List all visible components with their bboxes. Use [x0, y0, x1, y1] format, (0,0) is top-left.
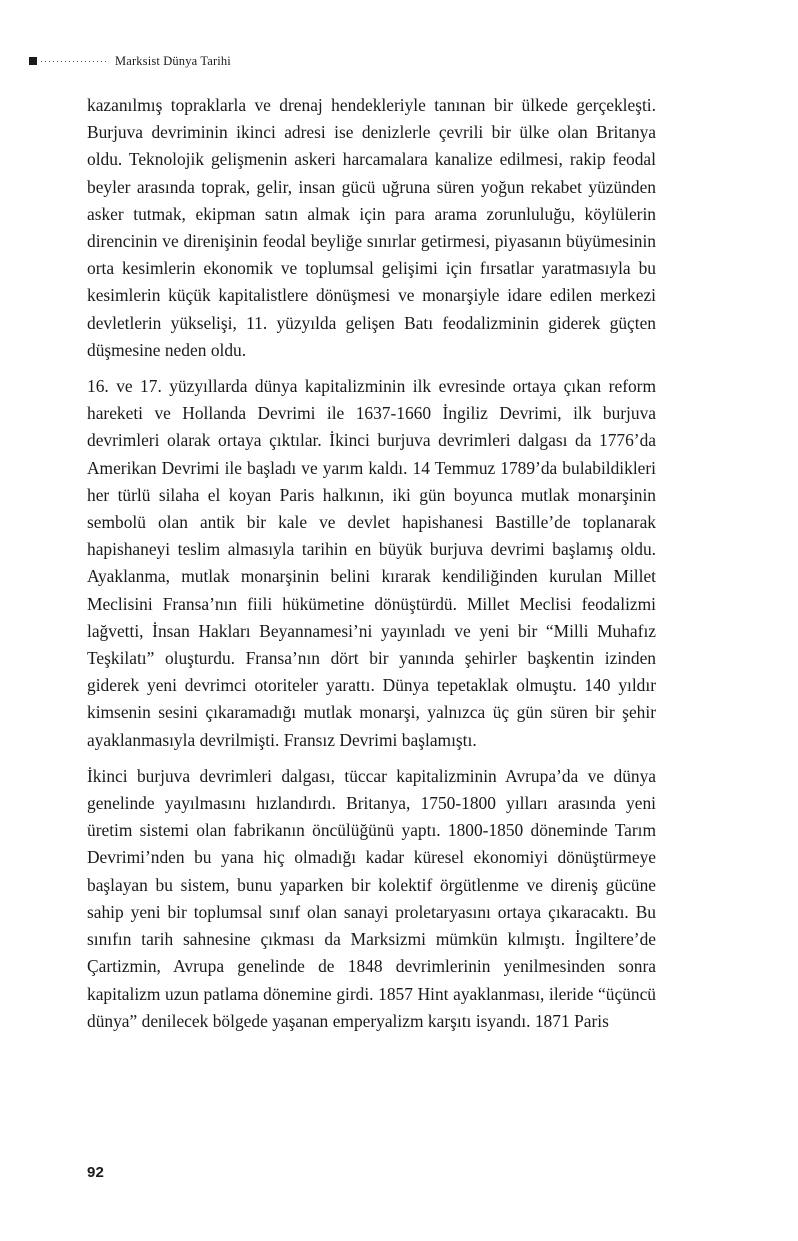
body-paragraph: kazanılmış topraklarla ve drenaj hendekleriyle tanınan bir ülkede gerçekleşti. Burjuva devriminin ikinci adresi ise denizlerle çevrili bir ülke olan Britanya oldu. Teknolojik gelişmenin askeri harcamalara kanalize edilmesi, rakip feodal beyler arasında toprak, gelir, insan gücü uğruna süren yoğun rekabet yüzünden asker tutmak, ekipman satın almak için para arama zorunluluğu, köylülerin direncinin ve direnişinin feodal beyliğe sınırlar getirmesi, piyasanın büyümesinin orta kesimlerin ekonomik ve toplumsal gelişimi için fırsatlar yaratmasıyla bu kesimlerin küçük kapitalistlere dönüşmesi ve monarşiyle idare edilen merkezi devletlerin yükselişi, 11. yüzyılda gelişen Batı feodalizminin giderek güçten düşmesine neden oldu.: [87, 95, 656, 360]
page-number: 92: [87, 1164, 105, 1181]
body-paragraph: İkinci burjuva devrimleri dalgası, tüccar kapitalizminin Avrupa’da ve dünya genelinde yayılmasını hızlandırdı. Britanya, 1750-1800 yılları arasında yeni üretim sistemi olan fabrikanın öncülüğünü yaptı. 1800-1850 döneminde Tarım Devrimi’nden bu yana hiç olmadığı kadar küresel ekonomiyi dönüştürmeye başlayan bu sistem, bunu yaparken bir kolektif örgütlenme ve direniş gücüne sahip yeni bir toplumsal sınıf olan sanayi proletaryasını ortaya çıkaracaktı. Bu sınıfın tarih sahnesine çıkması da Marksizmi mümkün kılmıştı. İngiltere’de Çartizmin, Avrupa genelinde de 1848 devrimlerinin yenilmesinden sonra kapitalizm uzun patlama dönemine girdi. 1857 Hint ayaklanması, ileride “üçüncü dünya” denilecek bölgede yaşanan emperyalizm karşıtı isyandı. 1871 Paris: [87, 765, 656, 1031]
dotted-rule-icon: [41, 61, 109, 62]
body-text-column: [87, 92, 656, 1035]
running-header-title: Marksist Dünya Tarihi: [115, 53, 231, 68]
body-paragraph: 16. ve 17. yüzyıllarda dünya kapitalizminin ilk evresinde ortaya çıkan reform hareketi ve Hollanda Devrimi ile 1637-1660 İngiliz Devrimi, ilk burjuva devrimleri olarak ortaya çıktılar. İkinci burjuva devrimleri dalgası da 1776’da Amerikan Devrimi ile başladı ve yarım kaldı. 14 Temmuz 1789’da bulabildikleri her türlü silaha el koyan Paris halkının, iki gün boyunca mutlak monarşinin sembolü olan antik bir kale ve devlet hapishanesi Bastille’de toplanarak hapishaneyi teslim almasıyla tarihin en büyük burjuva devrimi başlamış oldu. Ayaklanma, mutlak monarşinin belini kırarak kendiliğinden kurulan Millet Meclisini Fransa’nın fiili hükümetine dönüştürdü. Millet Meclisi feodalizmi lağvetti, İnsan Hakları Beyannamesi’ni yayınladı ve yeni bir “Milli Muhafız Teşkilatı” oluşturdu. Fransa’nın dört bir yanında şehirler başkentin izinden giderek yeni devrimci otoriteler yarattı. Dünya tepetaklak olmuştu. 140 yıldır kimsenin sesini çıkaramadığı mutlak monarşi, yalnızca üç gün süren bir şehir ayaklanmasıyla devrilmişti. Fransız Devrimi başlamıştı.: [87, 376, 656, 750]
running-header: [29, 51, 729, 71]
filled-square-bullet-icon: [29, 57, 37, 65]
